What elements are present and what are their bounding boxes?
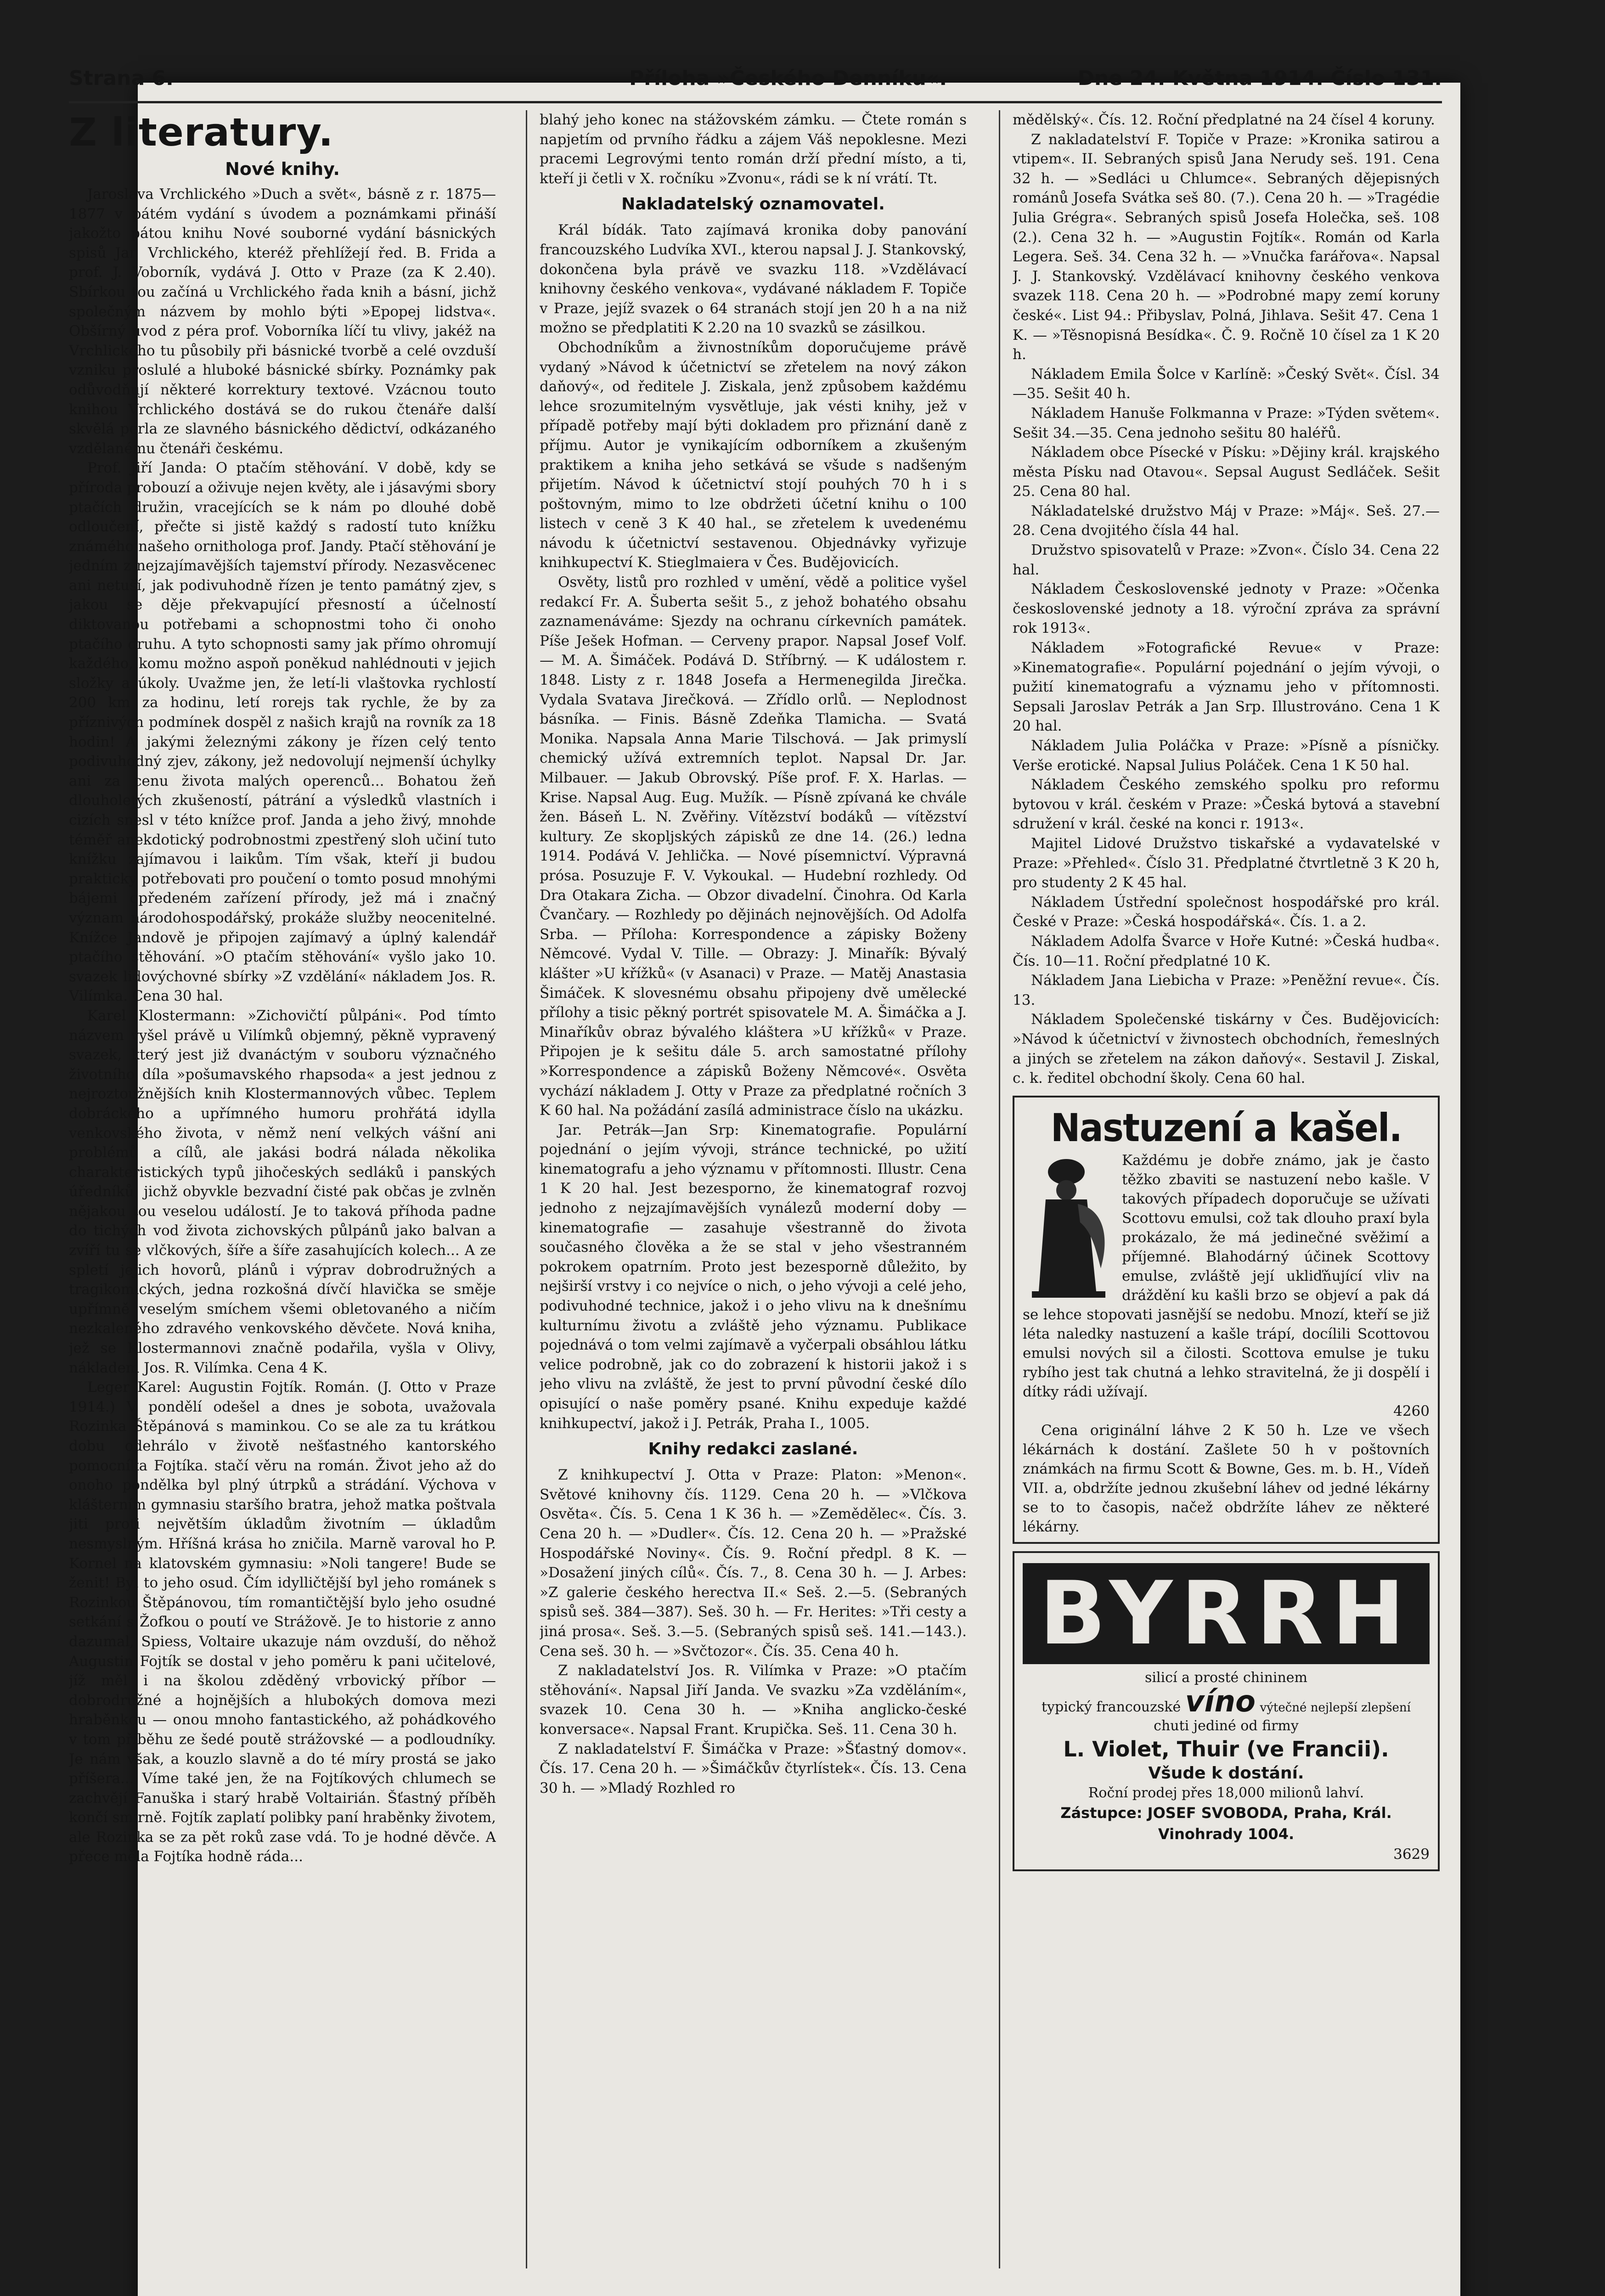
article-paragraph: Z knihkupectví J. Otta v Praze: Platon: »Menon«. Světové knihovny čís. 1129. Cena 20 h. — »Vlčkova Osvěta«. Čís. 5. Cena 1 K 36 h. — »Zemědělec«. Čís. 3. Cena 20 h. — »Dudler«. Čís. 12. Cena 20 h. — »Pražské Hospodářské Noviny«. Čís. 9. Roční předpl. 8 K. — »Dosažení jiných cílů«. Čís. 7., 8. Cena 30 h. — J. Arbes: »Z galerie českého herectva II.« Seš. 2.—5. (Sebraných spisů seš. 384—387). Seš. 30 h. — Fr. Herites: »Tři cesty a jiná prosa«. Seš. 3.—5. (Sebraných spisů seš. 141.—143.). Cena seš. 30 h. — »Svčtozor«. Čís. 35. Cena 40 h. [540,1467,967,1660]
page-number: Strana 6. [69,67,174,90]
article-paragraph: Leger Karel: Augustin Fojtík. Román. (J. Otto v Praze 1914.) V pondělí odešel a dnes je sobota, uvažovala Rozinka Štěpánová s maminkou. Co se ale za tu krátkou dobu odehrálo v životě nešťastného kantorského pomocníka Fojtíka. stačí věru na román. Život jeho až do onoho pondělka byl plný útrpků a strádání. Výchova v klášterním gymnasiu staršího bratra, jehož matka poštvala jiti proti největším úkladům životním — úkladům nesmyslným. Hříšná krása ho zničila. Marně varoval ho P. Kornel na klatovském gymnasiu: »Noli tangere! Bude se ženit! Byl to jeho osud. Čím idylličtější byl jeho románek s Rozinkou Štěpánovou, tím romantičtější bylo jeho osudné setkání s Žofkou o poutí ve Strážově. Je to historie z anno dazumal, Spiess, Voltaire ukazuje nám ovzduší, do něhož Augustin Fojtík se dostal v jeho poměru k pani učitelové, jíž měl i na školou zděděný vrbovický příbor — dobrodružné a hojnějších a hlubokých domova mezi hraběnkou — onou mnoho fantastického, až pohádkového v tom příběhu ze šedé poutě strážovské — a podloudníky. Je nám však, a kouzlo slavně a do té míry prostá se jako příšera... Víme také jen, že na Fojtíkových chlumech se zachvějí Fanuška i starý hrabě Voltairián. Šťastný příběh končí smírně. Fojtík zaplatí polibky paní hraběnky životem, ale Rozinka se za pět roků zase vdá. To je hodné děvče. A přece měla Fojtíka hodně ráda... [69,1379,496,1865]
advertisement-byrrh [1013,1551,1440,1872]
article-paragraph: Nákladem Společenské tiskárny v Čes. Budějovicích: »Návod k účetnictví v živnostech obchodních, řemeslných a jiných se zřetelem na zákon daňový«. Sestavil J. Ziskal, c. k. ředitel obchodní školy. Cena 60 hal. [1013,1011,1440,1087]
section-title: Z literatury. [69,110,334,155]
column-divider [999,110,1000,2268]
ad-body [1023,1151,1430,1536]
ad-maker: L. Violet, Thuir (ve Francii). [1063,1736,1389,1761]
article-paragraph: Prof. Jiří Janda: O ptačím stěhování. V době, kdy se příroda probouzí a oživuje nejen květy, ale i jásavými sbory ptačích družin, vracejících se k nám po dlouhé době odloučení, přečte si jistě každý s radostí tuto knížku známého našeho ornithologa prof. Jandy. Ptačí stěhování je jedním z nejzajímavějších tajemství přírody. Nezasvěcenec ani netuší, jak podivuhodně řízen je tento památný zjev, s jakou se děje překvapující přesností a účelností diktovanou potřebami a schopnostmi toho či onoho ptačího druhu. A tyto schopnosti samy jak přímo ohromují každého, komu možno aspoň poněkud nahlédnouti v jejich složky a úkoly. Uvažme jen, že letí-li vlaštovka rychlostí 200 km za hodinu, letí rorejs tak rychle, že by za příznivých podmínek dospěl z našich krajů na rovník za 18 hodin! A jakými železnými zákony je řízen celý tento podivuhodný zjev, zákony, jež nedovolují nejmenší úchylky ani za cenu života malých operenců... Bohatou žeň dlouholetých zkušeností, pátrání a výsledků vlastních i cizích snesl v této knížce prof. Janda a jeho živý, mnohde téměř anekdotický podrobnostmi zpestřený sloh učiní tuto knížku zajímavou i laikům. Tím však, kteří ji budou prakticky potřebovati pro poučení o tomto posud mnohými bájemi opředeném zařízení přírody, jež má i značný význam národohospodářský, prokáže služby neocenitelné. Knížce Jandově je připojen zajímavý a úplný kalendář ptačího stěhování. »O ptačím stěhování« vyšlo jako 10. svazek lidovýchovné sbírky »Z vzdělání« nákladem Jos. R. Vilímka. Cena 30 hal. [69,460,496,1005]
article-paragraph: Nákladem »Fotografické Revue« v Praze: »Kinematografie«. Populární pojednání o jejím vývoji, o pužití kinematografu a významu jeho v přítomnosti. Sepsali Jaroslav Petrák a Jan Srp. Illustrováno. Cena 1 K 20 hal. [1013,640,1440,735]
ad-line: silicí a prosté chininem [1144,1669,1308,1686]
advertisement-scott-emulsion [1013,1096,1440,1544]
supplement-title: Příloha »Českého Denníku«. [629,67,947,90]
section-subtitle: Nové knihy. [225,159,340,179]
article-paragraph: Z nakladatelství F. Šimáčka v Praze: »Šťastný domov«. Čís. 17. Cena 20 h. — »Šimáčkův čtyrlístek«. Čís. 13. Cena 30 h. — »Mladý Rozhled ro [540,1740,967,1796]
ad-line: chuti jediné od firmy [1154,1717,1299,1734]
article-paragraph: Nákladem Českého zemského spolku pro reformu bytovou v král. českém v Praze: »Česká bytová a stavební sdružení v král. české na konci r. 1913«. [1013,777,1440,833]
ad-text: Každému je dobře známo, jak je často těžko zbaviti se nastuzení nebo kašle. V takových případech doporučuje se užívati Scottovu emulsi, což tak dlouho praxí byla prokázalo, že má jedinečné svěžimí a příjemné. Blahodárný účinek Scottovy emulse, zvláště její ukliďňující vliv na dráždění ku kašli brzo se objeví a pak dá se lehce stopovati jasnější se nedobu. Mnozí, kteří se již léta naledky nastuzení a kašle trápí, docílili Scottovou emulsi nových sil a čilosti. Scottova emulse je tuku rybího jest tak chutná a lehko stravitelná, že ji dospělí i dítky rádi užívají. [1023,1152,1430,1400]
ad-number: 3629 [1393,1846,1430,1863]
article-paragraph: Družstvo spisovatelů v Praze: »Zvon«. Číslo 34. Cena 22 hal. [1013,542,1440,578]
ad-line [1023,1684,1430,1719]
ad-agent: Zástupce: JOSEF SVOBODA, Praha, Král. Vinohrady 1004. [1060,1804,1392,1843]
ad-line: Roční prodej přes 18,000 milionů lahví. [1088,1784,1364,1801]
ad-line: typický francouzské [1042,1699,1181,1715]
article-paragraph: Nákladatelské družstvo Máj v Praze: »Máj«. Seš. 27.—28. Cena dvojitého čísla 44 hal. [1013,502,1440,539]
article-paragraph: Nákladem Julia Poláčka v Praze: »Písně a písničky. Verše erotické. Napsal Julius Poláček. Cena 1 K 50 hal. [1013,737,1440,774]
column-publisher-notices [540,110,967,2268]
column-divider [526,110,527,2268]
column-book-list-and-ads [1013,110,1440,2268]
article-paragraph: Nákladem Emila Šolce v Karlíně: »Český Svět«. Čísl. 34—35. Sešit 40 h. [1013,366,1440,402]
article-continuation: mědělský«. Čís. 12. Roční předplatné na 24 čísel 4 koruny. [1013,112,1435,128]
ad-footer: Cena originální láhve 2 K 50 h. Lze ve všech lékárnách k dostání. Zašlete 50 h v poštovních známkách na firmu Scott & Bowne, Ges. m. b. H., Vídeň VII. a, obdržíte jednou zkušební láhev od jedné lékárny se to to časopis, načež obdržíte láhev ze některé lékárny. [1023,1422,1430,1535]
article-paragraph: Obchodníkům a živnostníkům doporučujeme právě vydaný »Návod k účetnictví se zřetelem na nový zákon daňový«, od ředitele J. Ziskala, jenž způsobem každému lehce srozumitelným vysvětluje, jak vésti knihy, jež v případě potřeby mají býti dokladem pro přiznání daně z příjmu. Autor je vynikajícím odborníkem a zkušeným praktikem a kniha jeho setkává se všude s nadšeným přijetím. Návod k účetnictví stojí pouhých 70 h i s poštovným, mimo to lze obdržeti účetní knihu o 100 listech v ceně 3 K 40 hal., se zřetelem k uvedenému návodu k účetnictví sestavenou. Objednávky vyřizuje knihkupectví K. Stieglmaiera v Čes. Budějovicích. [540,339,967,571]
column-literature [69,110,496,2268]
section-title: Knihy redakci zaslané. [648,1440,858,1459]
article-paragraph: Nákladem Ústřední společnost hospodářské pro král. České v Praze: »Česká hospodářská«. Čís. 1. a 2. [1013,894,1440,930]
ad-headline: Nastuzení a kašel. [1050,1105,1402,1150]
fisherman-with-fish-icon [1023,1154,1115,1300]
ad-wine-word: víno [1185,1684,1256,1719]
ad-availability: Všude k dostání. [1148,1763,1304,1783]
article-paragraph: Jar. Petrák—Jan Srp: Kinematografie. Populární pojednání o jejím vývoji, stránce technické, po užití kinematografu a jeho významu v přítomnosti. Illustr. Cena 1 K 20 hal. Jest bezesporno, že kinematograf rozvoj jednoho z nejzajímavějších vynálezů moderní doby — kinematografie — zasahuje všestranně do života současného člověka a že se stal v jeho všestranném pokrokem opatrním. Proto jest bezesporně důležito, by nejširší vrstvy i co nejvíce o nich, o jeho vývoji a celé jeho, podivuhodné technice, jakož i o jeho vlivu na k dnešnímu kulturnímu životu a zvláště jeho významu. Publikace pojednává o tom velmi zajímavě a vyčerpali obsáhlou látku velice podrobně, jak co do zobrazení k historii jakož i s jeho vlivu na zvláště, že jest to první původní české dílo opisující o naše poměry psané. Knihu expeduje každé knihkupectví, jakož i J. Petrák, Praha I., 1005. [540,1121,967,1432]
article-paragraph: Nákladem Adolfa Švarce v Hoře Kutné: »Česká hudba«. Čís. 10—11. Roční předplatné 10 K. [1013,933,1440,969]
ad-line: výtečné nejlepší zlepšení [1260,1700,1411,1715]
article-paragraph: Nákladem Hanuše Folkmanna v Praze: »Týden světem«. Sešit 34.—35. Cena jednoho sešitu 80 haléřů. [1013,405,1440,441]
article-paragraph: Karel Klostermann: »Zichovičtí půlpáni«. Pod tímto názvem vyšel právě u Vilímků objemný, pěkně vypravený svazek, který jest již dvanáctým v souboru význačného životního díla »pošumavského rhapsoda« a jest jednou z nejroztoužnějších knih Klostermannových vůbec. Teplem dobráckého a upřímného humoru prohřátá idylla venkovského života, v němž není velkých vášní ani problémů a cílů, ale jakási bodrá nálada několika charakteristických typů jihočeských sedláků i panských úředníků, jichž obyvkle bezvadní čisté pak občas je zvlněn nějakou tou veselou událostí. Je to taková příhoda padne do tichých vod života zichovských půlpánů jako balvan a zvíří tu se vlčkových, šíře a šíře zasahujících kolech... A ze spletí jejich hovorů, plánů i výprav dobrodružných a tragikomických, jedna rozkošná dívčí hlavička se směje upřímně veselým smíchem všemi obletovaného a ničím nezkaleného zdravého venkovského děvčete. Nová kniha, jež se Klostermannovi značně podařila, vyšla v Olivy, nákladem Jos. R. Vilímka. Cena 4 K. [69,1007,496,1376]
issue-date: Dne 24. Května 1914. Číslo 131. [1077,67,1442,90]
section-title: Nakladatelský oznamovatel. [621,195,885,214]
article-paragraph: Majitel Lidové Družstvo tiskařské a vydavatelské v Praze: »Přehled«. Číslo 31. Předplatné čtvrtletně 3 K 20 h, pro studenty 2 K 45 hal. [1013,835,1440,891]
article-paragraph: Z nakladatelství Jos. R. Vilímka v Praze: »O ptačím stěhování«. Napsal Jiří Janda. Ve svazku »Za vzděláním«, svazek 10. Cena 30 h. — »Kniha anglicko-české konversace«. Napsal Frant. Krupička. Seš. 11. Cena 30 h. [540,1662,967,1738]
article-paragraph: Osvěty, listů pro rozhled v umění, vědě a politice vyšel redakcí Fr. A. Šuberta sešit 5., z jehož bohatého obsahu zaznamenáváme: Sjezdy na ochranu církevních památek. Píše Ješek Hofman. — Cerveny prapor. Napsal Josef Volf. — M. A. Šimáček. Podává D. Stříbrný. — K událostem r. 1848. Listy z r. 1848 Josefa a Hermenegilda Jirečka. Vydala Svatava Jirečková. — Zřídlo orlů. — Neplodnost básníka. — Finis. Básně Zdeňka Tlamicha. — Svatá Monika. Napsala Anna Marie Tilschová. — Jak primyslí chemický užívá extremních teplot. Napsal Dr. Jar. Milbauer. — Jakub Obrovský. Píše prof. F. X. Harlas. — Krise. Napsal Aug. Eug. Mužík. — Písně zpívaná ke chvále žen. Báseň L. N. Zvěřiny. Vítězství bodáků — vítězství kultury. Ze skopljských zápisků ze dne 14. (26.) ledna 1914. Podává V. Jehlička. — Nové písemnictví. Výpravná prósa. Posuzuje F. V. Vykoukal. — Hudební rozhledy. Od Dra Otakara Zicha. — Obzor divadelní. Činohra. Od Karla Čvančary. — Rozhledy po dějinách nejnovějších. Od Adolfa Srba. — Příloha: Korrespondence a zápisky Boženy Němcové. Vydal V. Tille. — Obrazy: J. Minařík: Bývalý klášter »U křížků« (v Asanaci) v Praze. — Matěj Anastasia Šimáček. K slovesnému obsahu připojeny dvě umělecké přílohy a tisic pěkný portrét spisovatele M. A. Šimáčka a J. Minaříkův obraz bývalého kláštera »U křížků« v Praze. Připojen je k sešitu dále 5. arch samostatné přílohy »Korrespondence a zápisků Boženy Němcové«. Osvěta vychází nákladem J. Otty v Praze za předplatné ročních 3 K 60 hal. Na požádání zasílá administrace číslo na ukázku. [540,574,967,1119]
article-paragraph: Nákladem obce Písecké v Písku: »Dějiny král. krajského města Písku nad Otavou«. Sepsal August Sedláček. Sešit 25. Cena 80 hal. [1013,444,1440,500]
article-continuation: blahý jeho konec na stážovském zámku. — Čtete román s napjetím od prvního řádku a zájem Váš nepoklesne. Mezi pracemi Legrovými tento román drží přední místo, a ti, kteří ji četli v X. ročníku »Zvonu«, rádi se k ní vrátí. Tt. [540,112,967,187]
article-paragraph: Nákladem Jana Liebicha v Praze: »Peněžní revue«. Čís. 13. [1013,972,1440,1008]
header-rule [69,101,1442,103]
ad-number: 4260 [1393,1402,1430,1419]
article-paragraph: Nákladem Československé jednoty v Praze: »Očenka československé jednoty a 18. výroční zpráva za správní rok 1913«. [1013,581,1440,637]
article-paragraph: Z nakladatelství F. Topiče v Praze: »Kronika satirou a vtipem«. II. Sebraných spisů Jana Nerudy seš. 191. Cena 32 h. — »Sedláci u Chlumce«. Sebraných dějepisných románů Josefa Svátka seš 80. (7.). Cena 20 h. — »Tragédie Julia Grégra«. Sebraných spisů Josefa Holečka, seš. 108 (2.). Cena 32 h. — »Augustin Fojtík«. Román od Karla Legera. Seš. 34. Cena 32 h. — »Vnučka farářova«. Napsal J. J. Stankovský. Vzdělávací knihovny českého venkova svazek 118. Cena 20 h. — »Podrobné mapy zemí koruny české«. List 94.: Přibyslav, Polná, Jihlava. Sešit 47. Cena 1 K. — »Těsnopisná Besídka«. Č. 9. Ročně 10 čísel za 1 K 20 h. [1013,131,1440,363]
article-paragraph: Král bídák. Tato zajímavá kronika doby panování francouzského Ludvíka XVI., kterou napsal J. J. Stankovský, dokončena byla právě ve svazku 118. »Vzdělávací knihovny českého venkova«, vydávané nákladem F. Topiče v Praze, jejíž svazek o 64 stranách stojí jen 20 h a na niž možno se předplatiti K 2.20 na 10 svazků se zásilkou. [540,222,967,337]
article-paragraph: Jaroslava Vrchlického »Duch a svět«, básně z r. 1875—1877 v pátém vydání s úvodem a poznámkami přináší jakožto pátou knihu Nové souborné vydání básnických spisů Jar. Vrchlického, kteréž přehlížejí řed. B. Frida a prof. J. Voborník, vydává J. Otto v Praze (za K 2.40). Sbírkou tou začíná u Vrchlického řada knih a básní, jichž společným názvem by mohlo býti »Epopej lidstva«. Obšírný úvod z péra prof. Voborníka líčí tu vlivy, jakéž na Vrchlického tu působily při básnické tvorbě a celé ovzduší vzniku proslulé a hluboké básnické sbírky. Poznámky pak odůvodňují některé korrektury textové. Vzácnou touto knihou Vrchlického dostává se do rukou čtenáře další skvělá perla ze slavného básnického dědictví, odkázaného vzdělanému čtenáři českému. [69,186,496,457]
running-header [69,67,1442,99]
byrrh-logo: BYRRH [1023,1563,1430,1664]
